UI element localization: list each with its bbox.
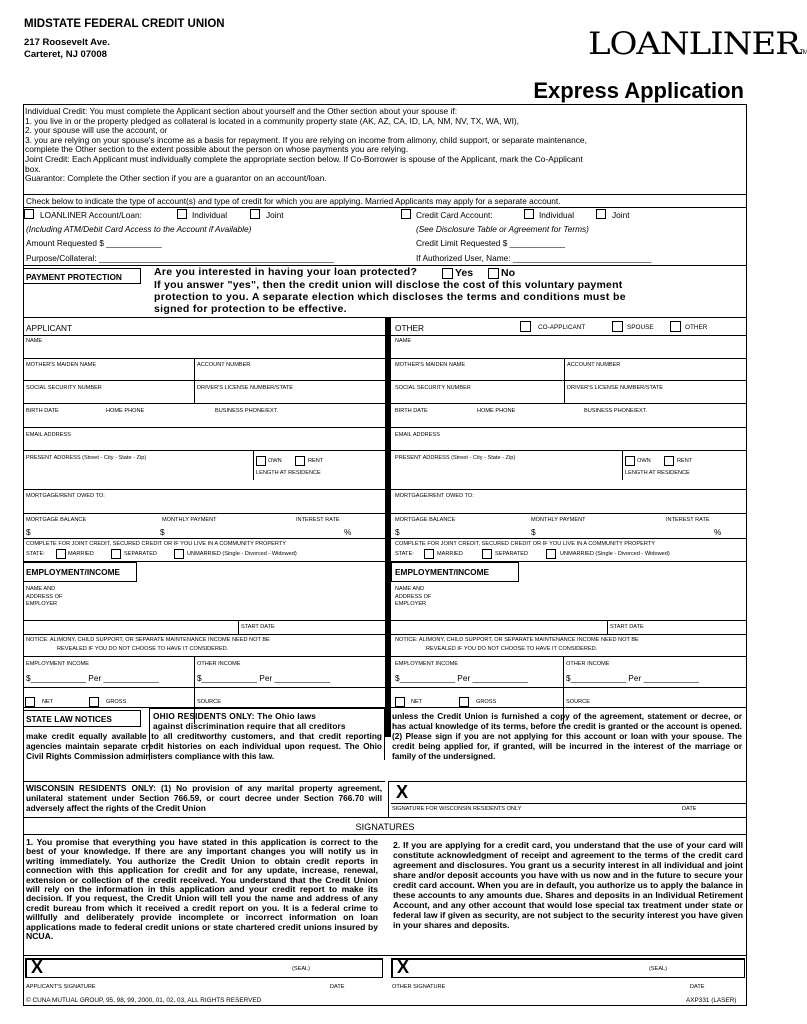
divider: [23, 656, 385, 657]
loan-individual-label: Individual: [192, 210, 228, 220]
applicant-employer-label: NAME AND ADDRESS OF EMPLOYER: [26, 586, 63, 608]
other-length-label: LENGTH AT RESIDENCE: [625, 470, 690, 476]
other-license-label: DRIVER'S LICENSE NUMBER/STATE: [567, 385, 663, 391]
loan-individual-checkbox[interactable]: [177, 209, 187, 219]
applicant-dollar-1: $: [26, 527, 31, 537]
applicant-unmarried-label: UNMARRIED (Single - Divorced - Widowed): [187, 551, 297, 557]
co-applicant-label: CO-APPLICANT: [538, 324, 586, 331]
applicant-signature-label: APPLICANT'S SIGNATURE: [26, 984, 96, 990]
lender-address-2: Carteret, NJ 07008: [24, 49, 107, 60]
other-ssn-label: SOCIAL SECURITY NUMBER: [395, 385, 471, 391]
disclosure-note: (See Disclosure Table or Agreement for Terms): [416, 224, 589, 234]
applicant-mortgage-balance-label: MORTGAGE BALANCE: [26, 517, 87, 523]
divider: [23, 538, 385, 539]
divider: [23, 489, 385, 490]
divider: [391, 489, 747, 490]
divider: [253, 450, 254, 480]
wisconsin-date-label: DATE: [682, 806, 697, 812]
applicant-source-label: SOURCE: [197, 699, 221, 705]
other-employer-label: NAME AND ADDRESS OF EMPLOYER: [395, 586, 432, 608]
form-id: AXP331 (LASER): [686, 997, 737, 1004]
other-dollar-2: $: [531, 527, 536, 537]
divider: [391, 634, 747, 635]
divider: [607, 620, 608, 634]
divider: [391, 538, 747, 539]
applicant-license-label: DRIVER'S LICENSE NUMBER/STATE: [197, 385, 293, 391]
applicant-emp-income-field[interactable]: $____________ Per ____________: [26, 673, 159, 683]
divider: [391, 803, 747, 804]
credit-card-checkbox[interactable]: [401, 209, 411, 219]
protection-no-checkbox[interactable]: [488, 268, 499, 279]
amount-requested[interactable]: Amount Requested $ ____________: [26, 238, 162, 248]
other-signature-box[interactable]: [391, 958, 745, 978]
other-community-note: COMPLETE FOR JOINT CREDIT, SECURED CREDIT OR IF YOU LIVE IN A COMMUNITY PROPERTY: [395, 541, 655, 547]
other-net-label: NET: [411, 699, 423, 705]
card-joint-label: Joint: [612, 210, 630, 220]
applicant-address-label: PRESENT ADDRESS (Street - City - State - Zip): [26, 455, 147, 461]
ohio-line-2: against discrimination require that all creditors: [153, 721, 346, 731]
applicant-rent-label: RENT: [308, 458, 324, 464]
applicant-other-income-field[interactable]: $____________ Per ____________: [197, 673, 330, 683]
divider: [23, 634, 385, 635]
divider: [23, 335, 747, 336]
other-label: OTHER: [685, 324, 708, 331]
protection-question: Are you interested in having your loan protected?: [154, 266, 418, 278]
other-net-checkbox[interactable]: [395, 697, 405, 707]
card-joint-checkbox[interactable]: [596, 209, 606, 219]
ohio-heading: OHIO RESIDENTS ONLY: The Ohio laws: [153, 711, 317, 721]
other-state-label: STATE:: [395, 551, 414, 557]
applicant-gross-label: GROSS: [106, 699, 127, 705]
other-notice-2: REVEALED IF YOU DO NOT CHOOSE TO HAVE IT CONSIDERED.: [426, 646, 598, 652]
divider: [391, 403, 747, 404]
applicant-start-date-label: START DATE: [241, 624, 275, 630]
other-gross-label: GROSS: [476, 699, 497, 705]
loanliner-label: LOANLINER Account/Loan:: [40, 210, 142, 220]
applicant-married-checkbox[interactable]: [56, 549, 66, 559]
other-unmarried-label: UNMARRIED (Single - Divorced - Widowed): [560, 551, 670, 557]
divider: [23, 707, 747, 708]
divider: [23, 955, 747, 956]
applicant-state-label: STATE:: [26, 551, 45, 557]
applicant-interest-rate-label: INTEREST RATE: [296, 517, 340, 523]
signatures-title: SIGNATURES: [355, 822, 415, 832]
applicant-net-checkbox[interactable]: [25, 697, 35, 707]
card-individual-checkbox[interactable]: [524, 209, 534, 219]
divider: [23, 194, 747, 195]
other-source-label: SOURCE: [566, 699, 590, 705]
applicant-gross-checkbox[interactable]: [89, 697, 99, 707]
other-signature-x: X: [397, 957, 410, 977]
applicant-percent: %: [344, 527, 352, 537]
other-own-label: OWN: [637, 458, 651, 464]
divider: [23, 450, 385, 451]
wisconsin-continued-text: unless the Credit Union is furnished a copy of the agreement, statement or decree, or has actual knowledge of its terms, before the credit is granted or the account is opened. (2) Please sign if you are not applying for this account or loan with your spouse. The credit being applied for, if granted, will be incurred in the interest of the marriage or family of the undersigned.: [392, 711, 742, 761]
applicant-maiden-label: MOTHER'S MAIDEN NAME: [26, 362, 97, 368]
other-home-phone-label: HOME PHONE: [477, 408, 516, 414]
other-unmarried-checkbox[interactable]: [546, 549, 556, 559]
loan-joint-label: Joint: [266, 210, 284, 220]
applicant-date-label: DATE: [330, 984, 345, 990]
authorized-user[interactable]: If Authorized User, Name: ______________________________: [416, 253, 652, 263]
other-start-date-label: START DATE: [610, 624, 644, 630]
applicant-notice-1: NOTICE: ALIMONY, CHILD SUPPORT, OR SEPARATE MAINTENANCE INCOME NEED NOT BE: [26, 637, 270, 643]
other-married-checkbox[interactable]: [424, 549, 434, 559]
loanliner-logo: LOANLINERTM: [588, 26, 807, 62]
lender-name: MIDSTATE FEDERAL CREDIT UNION: [24, 18, 225, 30]
other-business-phone-label: BUSINESS PHONE/EXT.: [584, 408, 648, 414]
applicant-account-label: ACCOUNT NUMBER: [197, 362, 251, 368]
other-rent-label: RENT: [677, 458, 693, 464]
applicant-own-label: OWN: [268, 458, 282, 464]
applicant-dollar-2: $: [160, 527, 165, 537]
instructions: Individual Credit: You must complete the Applicant section about yourself and the Other section about your spouse if: 1. you live in or the property pledged as collateral is located in a community property state (AK, AZ, CA, ID, LA, NM, NV, TX, WA, WI), 2. your spouse will use the account, or 3. you are relying on your spouse's income as a basis for repayment. If you are relying on income from alimony, child support, or separate maintenance, complete the Other section to the extent possible about the person on whose payments you are relying. Joint Credit: Each Applicant must individually complete the appropriate section below. If Co-Borrower is spouse of the Applicant, mark the Co-Applicant box. Guarantor: Complete the Other section if you are a guarantor on an account/loan.: [25, 106, 587, 184]
divider: [23, 781, 385, 782]
applicant-seal-label: (SEAL): [292, 966, 311, 972]
other-other-income-field[interactable]: $____________ Per ____________: [566, 673, 699, 683]
divider: [391, 687, 747, 688]
copyright: © CUNA MUTUAL GROUP, 95, 98, 99, 2000, 01, 02, 03, ALL RIGHTS RESERVED: [26, 997, 262, 1004]
protection-line-3: protection to you. A separate election which discloses the terms and conditions must be: [154, 291, 626, 303]
applicant-net-label: NET: [42, 699, 54, 705]
co-applicant-checkbox[interactable]: [520, 321, 531, 332]
applicant-title: APPLICANT: [26, 323, 73, 333]
other-dollar-1: $: [395, 527, 400, 537]
applicant-ssn-label: SOCIAL SECURITY NUMBER: [26, 385, 102, 391]
protection-line-2: If you answer "yes", then the credit union will disclose the cost of this voluntary payment: [154, 279, 623, 291]
divider: [23, 687, 385, 688]
applicant-separated-label: SEPARATED: [124, 551, 158, 557]
wisconsin-signature-label: SIGNATURE FOR WISCONSIN RESIDENTS ONLY: [392, 806, 522, 812]
other-maiden-label: MOTHER'S MAIDEN NAME: [395, 362, 466, 368]
divider: [391, 513, 747, 514]
lender-address-1: 217 Roosevelt Ave.: [24, 37, 110, 48]
divider: [23, 358, 385, 359]
divider: [23, 834, 747, 835]
divider: [23, 513, 385, 514]
other-account-label: ACCOUNT NUMBER: [567, 362, 621, 368]
wisconsin-signature-x[interactable]: X: [396, 782, 409, 802]
other-date-label: DATE: [690, 984, 705, 990]
divider: [391, 380, 747, 381]
other-interest-rate-label: INTEREST RATE: [666, 517, 710, 523]
other-rent-checkbox[interactable]: [664, 456, 674, 466]
other-checkbox[interactable]: [670, 321, 681, 332]
payment-protection-label: PAYMENT PROTECTION: [26, 272, 122, 282]
divider: [391, 656, 747, 657]
applicant-emp-income-label: EMPLOYMENT INCOME: [26, 661, 89, 667]
other-married-label: MARRIED: [437, 551, 463, 557]
applicant-married-label: MARRIED: [68, 551, 94, 557]
divider: [23, 427, 385, 428]
state-law-label: STATE LAW NOTICES: [26, 714, 112, 724]
protection-no-label: No: [501, 267, 515, 279]
purpose-collateral[interactable]: Purpose/Collateral: ___________________________________________________: [26, 253, 335, 263]
spouse-checkbox[interactable]: [612, 321, 623, 332]
ohio-text: make credit equally available to all creditworthy customers, and that credit reporting agencies maintain separate credit histories on each individual upon request. The Ohio Civil Rights Commission administers compliance with this law.: [26, 731, 382, 761]
other-seal-label: (SEAL): [649, 966, 668, 972]
other-birth-label: BIRTH DATE: [395, 408, 428, 414]
credit-limit-requested[interactable]: Credit Limit Requested $ ____________: [416, 238, 565, 248]
other-address-label: PRESENT ADDRESS (Street - City - State - Zip): [395, 455, 516, 461]
credit-type-intro: Check below to indicate the type of account(s) and type of credit for which you are applying. Married Applicants may apply for a separate account.: [26, 196, 561, 206]
divider: [622, 450, 623, 480]
divider: [388, 781, 747, 782]
applicant-rent-checkbox[interactable]: [295, 456, 305, 466]
divider: [388, 781, 389, 817]
applicant-signature-box[interactable]: [25, 958, 383, 978]
applicant-own-checkbox[interactable]: [256, 456, 266, 466]
form-title: Express Application: [533, 78, 744, 103]
applicant-home-phone-label: HOME PHONE: [106, 408, 145, 414]
protection-yes-label: Yes: [455, 267, 474, 279]
other-name-label: NAME: [395, 338, 412, 344]
other-emp-income-field[interactable]: $____________ Per ____________: [395, 673, 528, 683]
other-separated-label: SEPARATED: [495, 551, 529, 557]
other-notice-1: NOTICE: ALIMONY, CHILD SUPPORT, OR SEPARATE MAINTENANCE INCOME NEED NOT BE: [395, 637, 639, 643]
other-gross-checkbox[interactable]: [459, 697, 469, 707]
card-individual-label: Individual: [539, 210, 575, 220]
other-percent: %: [714, 527, 722, 537]
other-monthly-payment-label: MONTHLY PAYMENT: [531, 517, 586, 523]
applicant-length-label: LENGTH AT RESIDENCE: [256, 470, 321, 476]
credit-card-label: Credit Card Account:: [416, 210, 493, 220]
other-separated-checkbox[interactable]: [482, 549, 492, 559]
divider: [23, 403, 385, 404]
other-signature-label: OTHER SIGNATURE: [392, 984, 446, 990]
divider: [23, 207, 747, 208]
divider: [391, 620, 747, 621]
applicant-email-label: EMAIL ADDRESS: [26, 432, 71, 438]
divider: [23, 817, 747, 818]
applicant-mortgage-to-label: MORTGAGE/RENT OWED TO:: [26, 493, 105, 499]
divider: [391, 427, 747, 428]
applicant-notice-2: REVEALED IF YOU DO NOT CHOOSE TO HAVE IT CONSIDERED.: [57, 646, 229, 652]
other-mortgage-to-label: MORTGAGE/RENT OWED TO:: [395, 493, 474, 499]
applicant-monthly-payment-label: MONTHLY PAYMENT: [162, 517, 217, 523]
applicant-name-label: NAME: [26, 338, 43, 344]
applicant-other-income-label: OTHER INCOME: [197, 661, 241, 667]
applicant-birth-label: BIRTH DATE: [26, 408, 59, 414]
divider: [391, 450, 747, 451]
loanliner-checkbox[interactable]: [24, 209, 34, 219]
protection-line-4: signed for protection to be effective.: [154, 303, 347, 315]
spouse-label: SPOUSE: [627, 324, 654, 331]
applicant-employment-title: EMPLOYMENT/INCOME: [26, 567, 121, 577]
other-emp-income-label: EMPLOYMENT INCOME: [395, 661, 458, 667]
atm-note: (Including ATM/Debit Card Access to the Account if Available): [26, 224, 252, 234]
other-other-income-label: OTHER INCOME: [566, 661, 610, 667]
applicant-business-phone-label: BUSINESS PHONE/EXT.: [215, 408, 279, 414]
wisconsin-text: WISCONSIN RESIDENTS ONLY: (1) No provision of any marital property agreement, unilateral statement under Section 766.59, or court decree under Section 766.70 will adversely affect the rights of the Credit Union: [26, 783, 382, 813]
loan-joint-checkbox[interactable]: [250, 209, 260, 219]
other-email-label: EMAIL ADDRESS: [395, 432, 440, 438]
other-employment-title: EMPLOYMENT/INCOME: [395, 567, 490, 577]
protection-yes-checkbox[interactable]: [442, 268, 453, 279]
divider: [238, 620, 239, 634]
other-mortgage-balance-label: MORTGAGE BALANCE: [395, 517, 456, 523]
applicant-community-note: COMPLETE FOR JOINT CREDIT, SECURED CREDIT OR IF YOU LIVE IN A COMMUNITY PROPERTY: [26, 541, 286, 547]
applicant-unmarried-checkbox[interactable]: [174, 549, 184, 559]
applicant-separated-checkbox[interactable]: [111, 549, 121, 559]
signatures-paragraph-1: 1. You promise that everything you have stated in this application is correct to the best of your knowledge. If there are any important changes you will notify us in writing immediately. You authorize the Credit Union to obtain credit reports in connection with this application for credit and for any update, increase, renewal, extension or collection of the credit received. You understand that the Credit Union will rely on the information in this application and your credit report to make its decision. If you request, the Credit Union will tell you the name and address of any credit bureau from which it received a credit report on you. It is a federal crime to willfully and deliberately provide incomplete or incorrect information on loan applications made to federal credit unions or state chartered credit unions insured by NCUA.: [26, 837, 378, 942]
other-own-checkbox[interactable]: [625, 456, 635, 466]
divider: [23, 620, 385, 621]
divider: [391, 358, 747, 359]
signatures-paragraph-2: 2. If you are applying for a credit card, you understand that the use of your card will constitute acknowledgment of receipt and agreement to the terms of the credit card agreement and disclosures. You grant us a security interest in all individual and joint share and/or deposit accounts you have with us now and in the future to secure your credit card account. When you are in default, you authorize us to apply the balance in these accounts to any amounts due. Shares and deposits in an Individual Retirement Account, and any other account that would lose special tax treatment under state or federal law if given as security, are not subject to the security interest you have given in your shares and deposits.: [393, 840, 743, 930]
other-title: OTHER: [395, 323, 425, 333]
divider: [23, 380, 385, 381]
applicant-signature-x: X: [31, 957, 44, 977]
